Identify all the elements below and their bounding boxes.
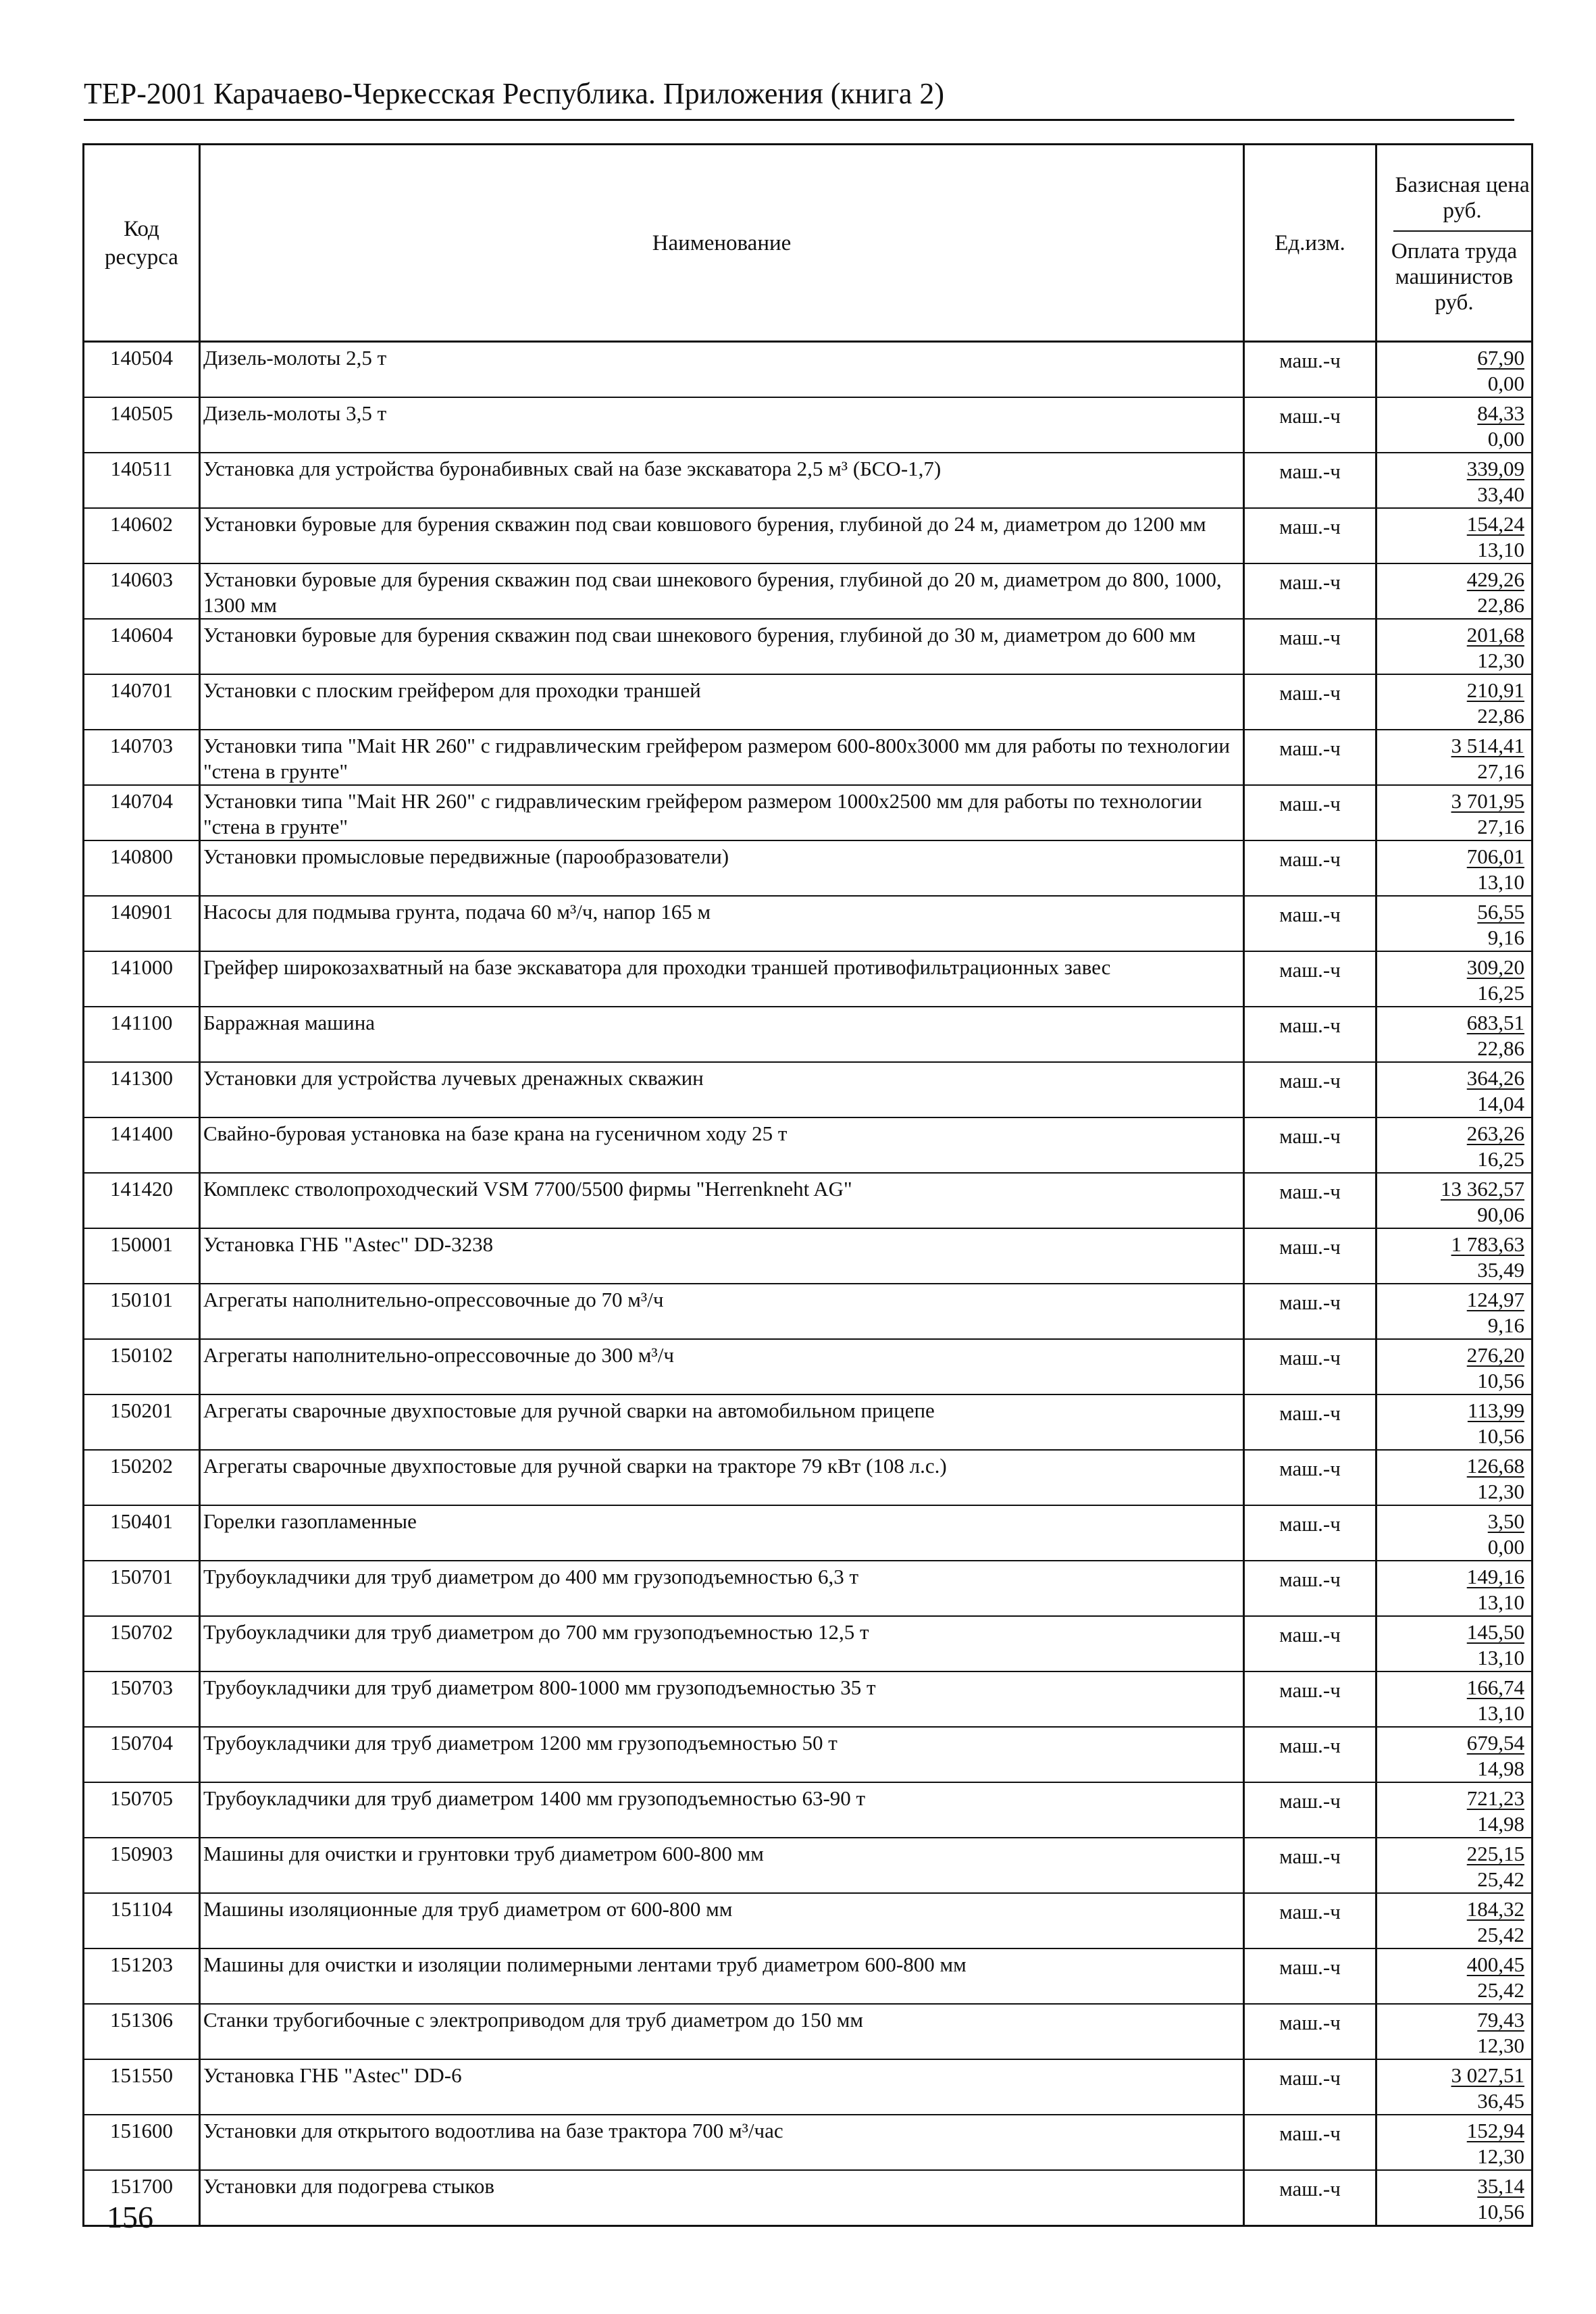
row-price-wrap xyxy=(1377,1451,1524,1479)
table-row xyxy=(84,1173,1533,1228)
table-row xyxy=(84,453,1533,508)
row-base-price: 3 701,95 xyxy=(1451,789,1524,813)
row-unit: маш.-ч xyxy=(1244,1671,1376,1727)
row-price-cell xyxy=(1376,453,1533,508)
row-base-price: 683,51 xyxy=(1466,1011,1524,1034)
row-price-wrap xyxy=(1377,841,1524,870)
row-name: Машины для очистки и изоляции полимерными лентами труб диаметром 600-800 мм xyxy=(200,1948,1244,2004)
table-row xyxy=(84,1838,1533,1893)
row-base-price: 679,54 xyxy=(1466,1731,1524,1755)
table-row xyxy=(84,1893,1533,1948)
table-row xyxy=(84,1117,1533,1173)
row-base-price: 263,26 xyxy=(1466,1122,1524,1145)
row-base-price: 721,23 xyxy=(1466,1786,1524,1810)
row-price-cell xyxy=(1376,2059,1533,2115)
row-name: Станки трубогибочные с электроприводом для труб диаметром до 150 мм xyxy=(200,2004,1244,2059)
row-price-cell xyxy=(1376,1007,1533,1062)
row-base-price: 706,01 xyxy=(1466,845,1524,868)
row-base-price: 56,55 xyxy=(1477,900,1524,924)
row-price-cell xyxy=(1376,619,1533,674)
row-name: Трубоукладчики для труб диаметром 800-1000 мм грузоподъемностью 35 т xyxy=(200,1671,1244,1727)
row-price-wrap xyxy=(1377,1118,1524,1147)
row-price-wrap xyxy=(1377,453,1524,482)
row-unit: маш.-ч xyxy=(1244,674,1376,730)
row-wage: 14,04 xyxy=(1477,1092,1524,1115)
row-name: Установки буровые для бурения скважин под сваи шнекового бурения, глубиной до 30 м, диаметром до 600 мм xyxy=(200,619,1244,674)
row-name: Установки для подогрева стыков xyxy=(200,2170,1244,2226)
row-price-wrap xyxy=(1377,564,1524,593)
row-unit: маш.-ч xyxy=(1244,785,1376,840)
row-unit: маш.-ч xyxy=(1244,896,1376,951)
row-wage: 27,16 xyxy=(1477,759,1524,783)
row-base-price: 184,32 xyxy=(1466,1897,1524,1921)
row-base-price: 276,20 xyxy=(1466,1343,1524,1367)
row-wage: 16,25 xyxy=(1477,981,1524,1005)
row-code: 151700 xyxy=(84,2170,200,2226)
row-name: Агрегаты сварочные двухпостовые для ручной сварки на тракторе 79 кВт (108 л.с.) xyxy=(200,1450,1244,1505)
row-unit: маш.-ч xyxy=(1244,1948,1376,2004)
row-unit: маш.-ч xyxy=(1244,1394,1376,1450)
table-row xyxy=(84,619,1533,674)
row-price-cell xyxy=(1376,1838,1533,1893)
row-wage: 14,98 xyxy=(1477,1757,1524,1780)
table-row xyxy=(84,896,1533,951)
row-unit: маш.-ч xyxy=(1244,2059,1376,2115)
row-price-wrap xyxy=(1377,675,1524,703)
document-header xyxy=(84,76,1514,121)
header-price-wage: Оплата труда машинистов руб. xyxy=(1391,238,1518,315)
row-price-cell xyxy=(1376,1505,1533,1561)
row-unit: маш.-ч xyxy=(1244,1339,1376,1394)
row-price-cell xyxy=(1376,1450,1533,1505)
row-unit: маш.-ч xyxy=(1244,563,1376,619)
row-unit: маш.-ч xyxy=(1244,2170,1376,2226)
row-price-cell xyxy=(1376,951,1533,1007)
row-base-price: 339,09 xyxy=(1466,457,1524,480)
row-wage: 90,06 xyxy=(1477,1203,1524,1226)
row-wage: 14,98 xyxy=(1477,1812,1524,1836)
row-code: 150701 xyxy=(84,1561,200,1616)
row-code: 150102 xyxy=(84,1339,200,1394)
row-name: Трубоукладчики для труб диаметром до 700 мм грузоподъемностью 12,5 т xyxy=(200,1616,1244,1671)
row-name: Свайно-буровая установка на базе крана на гусеничном ходу 25 т xyxy=(200,1117,1244,1173)
table-row xyxy=(84,1339,1533,1394)
header-unit: Ед.изм. xyxy=(1244,145,1376,342)
row-wage: 12,30 xyxy=(1477,1480,1524,1503)
row-unit: маш.-ч xyxy=(1244,1893,1376,1948)
row-unit: маш.-ч xyxy=(1244,1117,1376,1173)
row-price-wrap xyxy=(1377,1894,1524,1922)
row-base-price: 210,91 xyxy=(1466,678,1524,702)
row-base-price: 145,50 xyxy=(1466,1620,1524,1644)
row-base-price: 1 783,63 xyxy=(1451,1232,1524,1256)
row-price-cell xyxy=(1376,2115,1533,2170)
row-wage: 12,30 xyxy=(1477,2034,1524,2057)
row-code: 140604 xyxy=(84,619,200,674)
table-row xyxy=(84,2059,1533,2115)
row-wage: 13,10 xyxy=(1477,1701,1524,1725)
table-body xyxy=(84,342,1533,2226)
row-wage: 22,86 xyxy=(1477,1036,1524,1060)
row-unit: маш.-ч xyxy=(1244,1782,1376,1838)
row-wage: 10,56 xyxy=(1477,2200,1524,2223)
row-code: 140703 xyxy=(84,730,200,785)
row-unit: маш.-ч xyxy=(1244,1505,1376,1561)
row-unit: маш.-ч xyxy=(1244,1838,1376,1893)
table-row xyxy=(84,2170,1533,2226)
row-price-wrap xyxy=(1377,2171,1524,2199)
row-name: Установка ГНБ "Astec" DD-6 xyxy=(200,2059,1244,2115)
row-code: 150202 xyxy=(84,1450,200,1505)
table-row xyxy=(84,840,1533,896)
row-wage: 12,30 xyxy=(1477,2144,1524,2168)
table-row xyxy=(84,951,1533,1007)
row-name: Трубоукладчики для труб диаметром 1400 мм грузоподъемностью 63-90 т xyxy=(200,1782,1244,1838)
row-code: 141100 xyxy=(84,1007,200,1062)
row-wage: 16,25 xyxy=(1477,1147,1524,1171)
row-code: 151306 xyxy=(84,2004,200,2059)
row-wage: 13,10 xyxy=(1477,1590,1524,1614)
row-price-wrap xyxy=(1377,1838,1524,1867)
row-base-price: 309,20 xyxy=(1466,955,1524,979)
row-unit: маш.-ч xyxy=(1244,1173,1376,1228)
table-row xyxy=(84,1394,1533,1450)
resource-price-table xyxy=(82,143,1533,2227)
row-price-wrap xyxy=(1377,343,1524,371)
row-base-price: 124,97 xyxy=(1466,1288,1524,1311)
row-name: Агрегаты наполнительно-опрессовочные до 70 м³/ч xyxy=(200,1284,1244,1339)
row-price-wrap xyxy=(1377,1728,1524,1756)
row-code: 140800 xyxy=(84,840,200,896)
row-code: 150702 xyxy=(84,1616,200,1671)
header-price-base: Базисная цена руб. xyxy=(1393,167,1531,232)
row-unit: маш.-ч xyxy=(1244,397,1376,453)
row-price-wrap xyxy=(1377,1229,1524,1257)
row-price-wrap xyxy=(1377,1340,1524,1368)
row-price-cell xyxy=(1376,840,1533,896)
table-row xyxy=(84,563,1533,619)
row-name: Дизель-молоты 3,5 т xyxy=(200,397,1244,453)
row-base-price: 225,15 xyxy=(1466,1842,1524,1865)
row-name: Установки типа "Mait HR 260" с гидравлическим грейфером размером 600-800x3000 мм для работы по технологии "стена в грунте" xyxy=(200,730,1244,785)
row-price-cell xyxy=(1376,1893,1533,1948)
row-name: Грейфер широкозахватный на базе экскаватора для проходки траншей противофильтрационных завес xyxy=(200,951,1244,1007)
row-wage: 22,86 xyxy=(1477,593,1524,617)
row-code: 140505 xyxy=(84,397,200,453)
row-name: Агрегаты наполнительно-опрессовочные до 300 м³/ч xyxy=(200,1339,1244,1394)
row-base-price: 201,68 xyxy=(1466,623,1524,647)
row-code: 150703 xyxy=(84,1671,200,1727)
row-unit: маш.-ч xyxy=(1244,1561,1376,1616)
row-base-price: 79,43 xyxy=(1477,2008,1524,2032)
row-wage: 0,00 xyxy=(1487,1535,1524,1559)
row-name: Машины изоляционные для труб диаметром от 600-800 мм xyxy=(200,1893,1244,1948)
header-price xyxy=(1376,145,1533,342)
row-unit: маш.-ч xyxy=(1244,1284,1376,1339)
row-name: Барражная машина xyxy=(200,1007,1244,1062)
row-price-wrap xyxy=(1377,897,1524,925)
row-unit: маш.-ч xyxy=(1244,1450,1376,1505)
row-base-price: 400,45 xyxy=(1466,1953,1524,1976)
row-price-cell xyxy=(1376,397,1533,453)
row-name: Установки промысловые передвижные (парообразователи) xyxy=(200,840,1244,896)
row-price-cell xyxy=(1376,1062,1533,1117)
table-row xyxy=(84,1228,1533,1284)
row-price-cell xyxy=(1376,1173,1533,1228)
row-price-cell xyxy=(1376,674,1533,730)
row-unit: маш.-ч xyxy=(1244,1727,1376,1782)
row-price-cell xyxy=(1376,1671,1533,1727)
header-name: Наименование xyxy=(200,145,1244,342)
row-name: Дизель-молоты 2,5 т xyxy=(200,342,1244,398)
row-price-wrap xyxy=(1377,1284,1524,1313)
row-base-price: 152,94 xyxy=(1466,2119,1524,2142)
table-row xyxy=(84,1284,1533,1339)
row-name: Установки буровые для бурения скважин под сваи шнекового бурения, глубиной до 20 м, диаметром до 800, 1000, 1300 мм xyxy=(200,563,1244,619)
row-price-wrap xyxy=(1377,730,1524,759)
row-price-cell xyxy=(1376,2170,1533,2226)
row-name: Установки типа "Mait HR 260" с гидравлическим грейфером размером 1000x2500 мм для работы по технологии "стена в грунте" xyxy=(200,785,1244,840)
row-price-wrap xyxy=(1377,2115,1524,2144)
row-unit: маш.-ч xyxy=(1244,342,1376,398)
row-price-cell xyxy=(1376,563,1533,619)
row-wage: 13,10 xyxy=(1477,1646,1524,1669)
row-wage: 33,40 xyxy=(1477,482,1524,506)
document-title: ТЕР-2001 Карачаево-Черкесская Республика. Приложения (книга 2) xyxy=(84,77,945,110)
row-base-price: 67,90 xyxy=(1477,346,1524,370)
table-row xyxy=(84,1561,1533,1616)
row-wage: 0,00 xyxy=(1487,372,1524,395)
row-price-cell xyxy=(1376,1228,1533,1284)
row-code: 150201 xyxy=(84,1394,200,1450)
row-code: 150903 xyxy=(84,1838,200,1893)
row-name: Трубоукладчики для труб диаметром 1200 мм грузоподъемностью 50 т xyxy=(200,1727,1244,1782)
table-row xyxy=(84,2115,1533,2170)
row-code: 141420 xyxy=(84,1173,200,1228)
table-row xyxy=(84,1007,1533,1062)
row-price-wrap xyxy=(1377,2005,1524,2033)
row-base-price: 35,14 xyxy=(1477,2174,1524,2198)
row-unit: маш.-ч xyxy=(1244,1007,1376,1062)
row-base-price: 84,33 xyxy=(1477,401,1524,425)
row-price-cell xyxy=(1376,2004,1533,2059)
row-price-wrap xyxy=(1377,1561,1524,1590)
table-row xyxy=(84,1782,1533,1838)
table-row xyxy=(84,1505,1533,1561)
row-unit: маш.-ч xyxy=(1244,951,1376,1007)
table-row xyxy=(84,508,1533,563)
row-price-wrap xyxy=(1377,1174,1524,1202)
row-name: Насосы для подмыва грунта, подача 60 м³/ч, напор 165 м xyxy=(200,896,1244,951)
row-price-wrap xyxy=(1377,1395,1524,1424)
row-price-wrap xyxy=(1377,1007,1524,1036)
table-row xyxy=(84,1948,1533,2004)
row-price-cell xyxy=(1376,730,1533,785)
row-code: 151600 xyxy=(84,2115,200,2170)
row-name: Машины для очистки и грунтовки труб диаметром 600-800 мм xyxy=(200,1838,1244,1893)
row-wage: 25,42 xyxy=(1477,1923,1524,1946)
row-code: 140602 xyxy=(84,508,200,563)
row-code: 150001 xyxy=(84,1228,200,1284)
row-code: 151550 xyxy=(84,2059,200,2115)
row-wage: 27,16 xyxy=(1477,815,1524,838)
row-price-cell xyxy=(1376,1948,1533,2004)
row-wage: 0,00 xyxy=(1487,427,1524,451)
row-price-cell xyxy=(1376,508,1533,563)
row-price-cell xyxy=(1376,1561,1533,1616)
row-price-wrap xyxy=(1377,2060,1524,2088)
row-price-wrap xyxy=(1377,620,1524,648)
row-code: 150101 xyxy=(84,1284,200,1339)
row-price-wrap xyxy=(1377,952,1524,980)
row-price-wrap xyxy=(1377,1783,1524,1811)
row-wage: 9,16 xyxy=(1487,1313,1524,1337)
row-base-price: 364,26 xyxy=(1466,1066,1524,1090)
row-unit: маш.-ч xyxy=(1244,840,1376,896)
table-row xyxy=(84,730,1533,785)
row-price-cell xyxy=(1376,342,1533,398)
row-price-wrap xyxy=(1377,398,1524,426)
table-row xyxy=(84,674,1533,730)
row-name: Горелки газопламенные xyxy=(200,1505,1244,1561)
row-price-cell xyxy=(1376,785,1533,840)
row-wage: 25,42 xyxy=(1477,1867,1524,1891)
row-code: 141400 xyxy=(84,1117,200,1173)
row-price-cell xyxy=(1376,1117,1533,1173)
table-row xyxy=(84,2004,1533,2059)
row-base-price: 113,99 xyxy=(1467,1399,1524,1422)
row-wage: 35,49 xyxy=(1477,1258,1524,1282)
header-code: Код ресурса xyxy=(84,145,200,342)
row-price-wrap xyxy=(1377,1672,1524,1701)
row-price-cell xyxy=(1376,1339,1533,1394)
row-name: Установки для устройства лучевых дренажных скважин xyxy=(200,1062,1244,1117)
row-wage: 9,16 xyxy=(1487,926,1524,949)
row-wage: 12,30 xyxy=(1477,649,1524,672)
row-price-cell xyxy=(1376,1727,1533,1782)
row-base-price: 429,26 xyxy=(1466,568,1524,591)
row-name: Комплекс стволопроходческий VSM 7700/5500 фирмы "Herrenkneht AG" xyxy=(200,1173,1244,1228)
row-unit: маш.-ч xyxy=(1244,453,1376,508)
row-name: Трубоукладчики для труб диаметром до 400 мм грузоподъемностью 6,3 т xyxy=(200,1561,1244,1616)
row-code: 140603 xyxy=(84,563,200,619)
row-wage: 25,42 xyxy=(1477,1978,1524,2002)
row-price-wrap xyxy=(1377,1506,1524,1534)
row-wage: 22,86 xyxy=(1477,704,1524,728)
row-code: 151203 xyxy=(84,1948,200,2004)
row-price-cell xyxy=(1376,896,1533,951)
row-price-wrap xyxy=(1377,1949,1524,1978)
row-name: Установки для открытого водоотлива на базе трактора 700 м³/час xyxy=(200,2115,1244,2170)
row-unit: маш.-ч xyxy=(1244,1228,1376,1284)
row-wage: 36,45 xyxy=(1477,2089,1524,2113)
row-wage: 13,10 xyxy=(1477,538,1524,561)
row-code: 150704 xyxy=(84,1727,200,1782)
row-price-cell xyxy=(1376,1616,1533,1671)
table-row xyxy=(84,1671,1533,1727)
table-row xyxy=(84,1727,1533,1782)
row-unit: маш.-ч xyxy=(1244,619,1376,674)
row-name: Агрегаты сварочные двухпостовые для ручной сварки на автомобильном прицепе xyxy=(200,1394,1244,1450)
row-code: 140511 xyxy=(84,453,200,508)
table-row xyxy=(84,1062,1533,1117)
row-wage: 10,56 xyxy=(1477,1369,1524,1392)
row-unit: маш.-ч xyxy=(1244,2115,1376,2170)
row-unit: маш.-ч xyxy=(1244,2004,1376,2059)
table-row xyxy=(84,785,1533,840)
row-price-cell xyxy=(1376,1284,1533,1339)
row-code: 140704 xyxy=(84,785,200,840)
table-row xyxy=(84,342,1533,398)
row-code: 141000 xyxy=(84,951,200,1007)
page-number: 156 xyxy=(107,2200,153,2234)
row-price-wrap xyxy=(1377,1617,1524,1645)
row-unit: маш.-ч xyxy=(1244,1062,1376,1117)
row-wage: 13,10 xyxy=(1477,870,1524,894)
row-code: 151104 xyxy=(84,1893,200,1948)
row-base-price: 126,68 xyxy=(1466,1454,1524,1478)
row-name: Установки с плоским грейфером для проходки траншей xyxy=(200,674,1244,730)
row-unit: маш.-ч xyxy=(1244,1616,1376,1671)
row-base-price: 149,16 xyxy=(1466,1565,1524,1588)
row-price-wrap xyxy=(1377,786,1524,814)
row-wage: 10,56 xyxy=(1477,1424,1524,1448)
row-price-cell xyxy=(1376,1394,1533,1450)
row-name: Установка для устройства буронабивных свай на базе экскаватора 2,5 м³ (БСО-1,7) xyxy=(200,453,1244,508)
table-row xyxy=(84,1616,1533,1671)
row-base-price: 3,50 xyxy=(1487,1509,1524,1533)
row-base-price: 3 514,41 xyxy=(1451,734,1524,757)
row-code: 140901 xyxy=(84,896,200,951)
row-price-cell xyxy=(1376,1782,1533,1838)
row-code: 150401 xyxy=(84,1505,200,1561)
row-code: 140701 xyxy=(84,674,200,730)
row-code: 150705 xyxy=(84,1782,200,1838)
row-code: 140504 xyxy=(84,342,200,398)
row-base-price: 154,24 xyxy=(1466,512,1524,536)
row-price-wrap xyxy=(1377,1063,1524,1091)
row-unit: маш.-ч xyxy=(1244,508,1376,563)
row-base-price: 13 362,57 xyxy=(1441,1177,1524,1201)
row-name: Установка ГНБ "Astec" DD-3238 xyxy=(200,1228,1244,1284)
row-base-price: 3 027,51 xyxy=(1451,2063,1524,2087)
row-price-wrap xyxy=(1377,509,1524,537)
table-row xyxy=(84,1450,1533,1505)
row-base-price: 166,74 xyxy=(1466,1676,1524,1699)
table-row xyxy=(84,397,1533,453)
row-unit: маш.-ч xyxy=(1244,730,1376,785)
row-name: Установки буровые для бурения скважин под сваи ковшового бурения, глубиной до 24 м, диаметром до 1200 мм xyxy=(200,508,1244,563)
row-code: 141300 xyxy=(84,1062,200,1117)
